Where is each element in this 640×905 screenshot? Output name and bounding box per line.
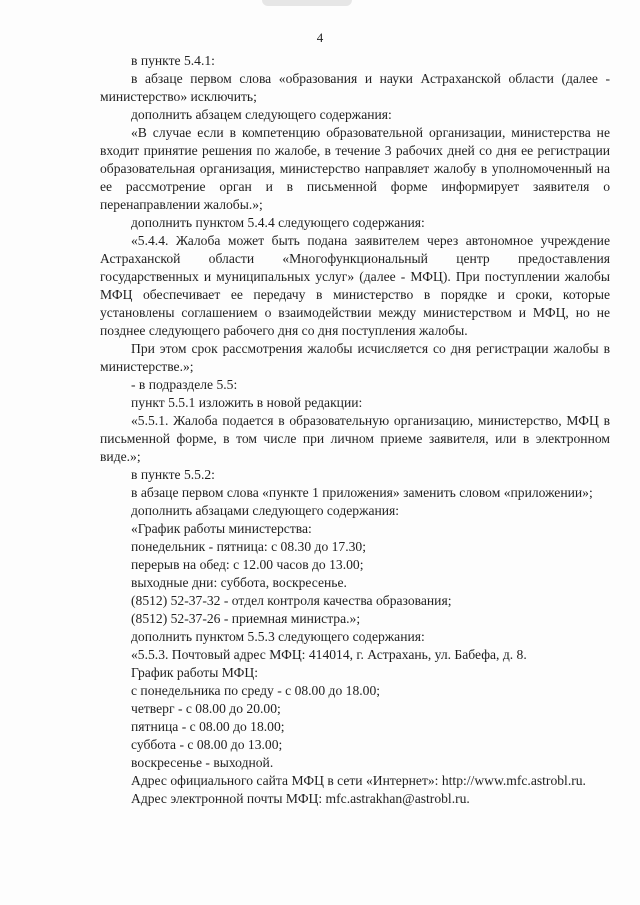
paragraph: с понедельника по среду - с 08.00 до 18.00;	[131, 683, 381, 698]
document-body	[100, 52, 610, 808]
paragraph: «График работы министерства:	[131, 521, 312, 536]
paragraph: пункт 5.5.1 изложить в новой редакции:	[131, 395, 363, 410]
paragraph: выходные дни: суббота, воскресенье.	[131, 575, 347, 590]
paragraph: дополнить абзацами следующего содержания:	[131, 503, 400, 518]
paragraph: Адрес электронной почты МФЦ: mfc.astrakhan@astrobl.ru.	[131, 791, 470, 806]
paragraph: «5.5.3. Почтовый адрес МФЦ: 414014, г. Астрахань, ул. Бабефа, д. 8.	[131, 647, 527, 662]
scan-smudge	[262, 0, 352, 6]
paragraph: дополнить абзацем следующего содержания:	[131, 107, 392, 122]
paragraph: «5.5.1. Жалоба подается в образовательную организацию, министерство, МФЦ в письменной форме, в том числе при личном приеме заявителя, или в электронном виде.»;	[100, 413, 610, 464]
paragraph: в пункте 5.4.1:	[131, 53, 215, 68]
paragraph: (8512) 52-37-26 - приемная министра.»;	[131, 611, 361, 626]
paragraph: пятница - с 08.00 до 18.00;	[131, 719, 285, 734]
paragraph: При этом срок рассмотрения жалобы исчисляется со дня регистрации жалобы в министерстве.»;	[100, 341, 610, 374]
paragraph: в абзаце первом слова «пункте 1 приложения» заменить словом «приложении»;	[131, 485, 593, 500]
paragraph: Адрес официального сайта МФЦ в сети «Интернет»: http://www.mfc.astrobl.ru.	[131, 773, 586, 788]
paragraph: перерыв на обед: с 12.00 часов до 13.00;	[131, 557, 364, 572]
paragraph: воскресенье - выходной.	[131, 755, 274, 770]
paragraph: дополнить пунктом 5.5.3 следующего содержания:	[131, 629, 425, 644]
paragraph: дополнить пунктом 5.4.4 следующего содержания:	[131, 215, 425, 230]
page-number: 4	[316, 30, 324, 45]
paragraph: - в подразделе 5.5:	[131, 377, 238, 392]
paragraph: суббота - с 08.00 до 13.00;	[131, 737, 283, 752]
paragraph: «В случае если в компетенцию образовательной организации, министерства не входит принятие решения по жалобе, в течение 3 рабочих дней со дня ее регистрации образовательная организация, министерство направляет жалобу в уполномоченный на ее рассмотрение орган и в письменной форме информирует заявителя о перенаправлении жалобы.»;	[100, 125, 610, 212]
paragraph: График работы МФЦ:	[131, 665, 258, 680]
paragraph: в абзаце первом слова «образования и науки Астраханской области (далее - министерство» исключить;	[100, 71, 610, 104]
paragraph: (8512) 52-37-32 - отдел контроля качества образования;	[131, 593, 452, 608]
paragraph: в пункте 5.5.2:	[131, 467, 215, 482]
paragraph: понедельник - пятница: с 08.30 до 17.30;	[131, 539, 367, 554]
paragraph: четверг - с 08.00 до 20.00;	[131, 701, 281, 716]
paragraph: «5.4.4. Жалоба может быть подана заявителем через автономное учреждение Астраханской области «Многофункциональный центр предоставления государственных и муниципальных услуг» (далее - МФЦ). При поступлении жалобы МФЦ обеспечивает ее передачу в министерство в порядке и сроки, которые установлены соглашением о взаимодействии между министерством и МФЦ, но не позднее следующего рабочего дня со дня поступления жалобы.	[100, 233, 610, 338]
